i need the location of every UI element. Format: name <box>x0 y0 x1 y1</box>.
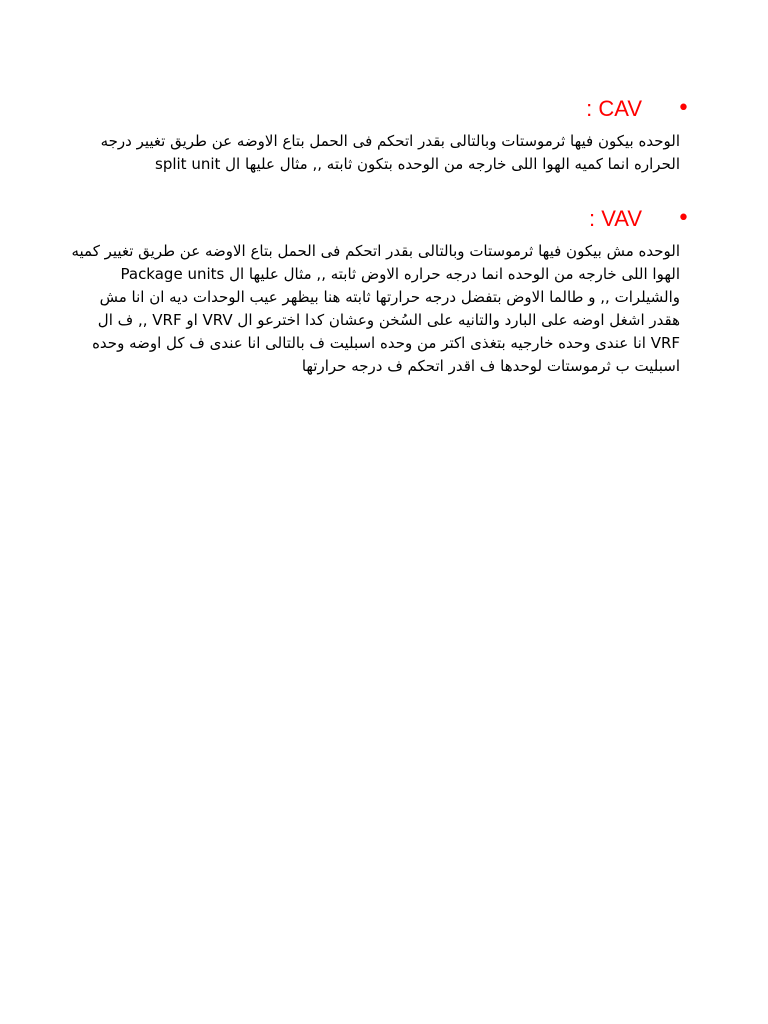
paragraph <box>50 130 690 176</box>
paragraph <box>50 240 690 378</box>
paragraph-line: هقدر اشغل اوضه على البارد والتانيه على السُخن وعشان كدا اخترعو ال VRV او VRF ,, ف ال <box>97 311 680 329</box>
paragraph-line: VRF انا عندى وحده خارجيه بتغذى اكتر من وحده اسبليت ف بالتالى انا عندى ف كل اوضه وحده <box>92 334 680 352</box>
paragraph-line: الوحده بيكون فيها ثرموستات وبالتالى بقدر اتحكم فى الحمل بتاع الاوضه عن طريق تغيير درجه <box>100 132 680 150</box>
paragraph-line: الحراره انما كميه الهوا اللى خارجه من الوحده بتكون ثابته ,, مثال عليها ال split unit <box>155 155 680 173</box>
bullet-icon: • <box>677 206 690 231</box>
heading-title: : VAV <box>589 206 642 231</box>
heading-title: : CAV <box>586 96 642 121</box>
bullet-icon: • <box>677 96 690 121</box>
section-vav <box>50 204 690 378</box>
paragraph-line: اسبليت ب ثرموستات لوحدها ف اقدر اتحكم ف درجه حرارتها <box>301 357 680 375</box>
paragraph-line: الهوا اللى خارجه من الوحده انما درجه حراره الاوض ثابته ,, مثال عليها ال Package units <box>120 265 680 283</box>
section-heading <box>50 94 690 124</box>
section-heading <box>50 204 690 234</box>
paragraph-line: الوحده مش بيكون فيها ثرموستات وبالتالى بقدر اتحكم فى الحمل بتاع الاوضه عن طريق تغيير كميه <box>71 242 680 260</box>
section-cav <box>50 94 690 176</box>
paragraph-line: والشيلرات ,, و طالما الاوض بتفضل درجه حرارتها ثابته هنا بيظهر عيب الوحدات ديه ان انا مش <box>99 288 680 306</box>
